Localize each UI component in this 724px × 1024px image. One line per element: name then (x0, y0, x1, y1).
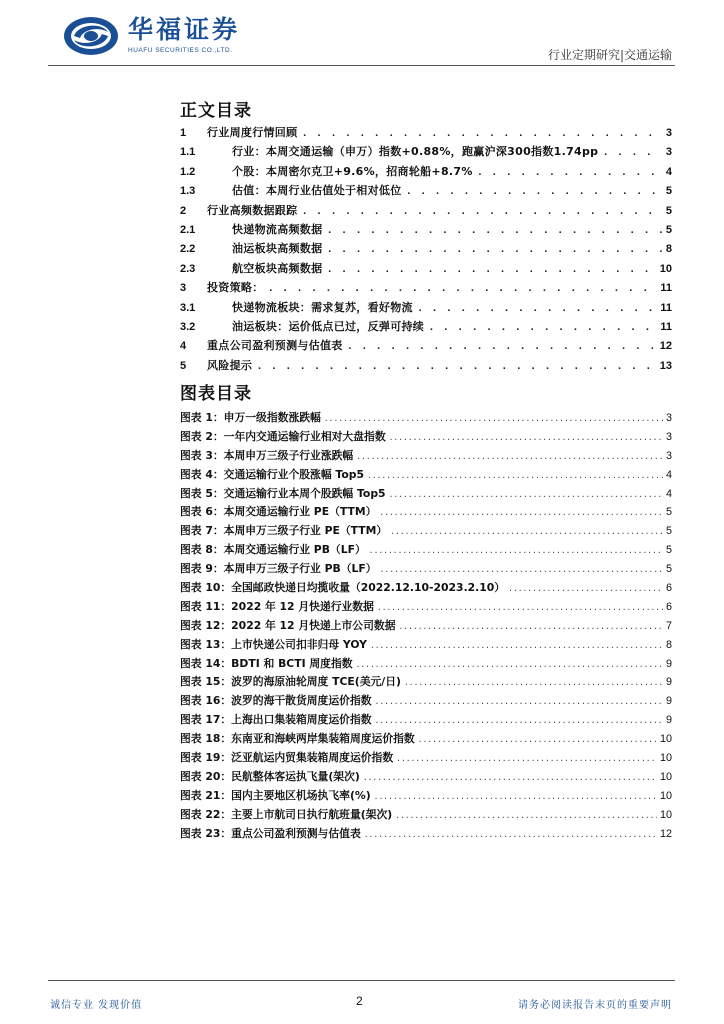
figure-entry-page: 5 (665, 506, 672, 519)
figure-leader-dots (404, 679, 663, 688)
toc-leader-dots (602, 147, 662, 159)
figure-leader-dots (375, 717, 663, 726)
logo-english-name: HUAFU SECURITIES CO.,LTD. (128, 47, 233, 54)
figure-entry-page: 3 (665, 412, 672, 424)
toc-entry[interactable] (180, 279, 672, 298)
figure-leader-dots (399, 623, 663, 632)
figure-leader-dots (375, 698, 663, 707)
figure-leader-dots (390, 528, 663, 537)
toc-leader-dots (347, 341, 656, 353)
table-of-contents (180, 124, 672, 376)
figure-leader-dots (396, 755, 657, 764)
figure-entry-page: 6 (665, 600, 672, 613)
toc-entry-text: 投资策略： (207, 281, 264, 295)
toc-entry[interactable] (180, 143, 672, 162)
figure-entry-page: 9 (665, 676, 672, 689)
toc-leader-dots (406, 186, 662, 198)
figure-entry-page: 9 (665, 695, 672, 708)
figure-entry-text: 图表 16：波罗的海干散货周度运价指数 (180, 694, 372, 708)
figure-entry-text: 图表 22：主要上市航司日执行航班量(架次) (180, 807, 393, 821)
figure-entry[interactable] (180, 448, 672, 467)
toc-entry-number: 2 (180, 204, 187, 217)
figure-entry[interactable] (180, 637, 672, 656)
figure-entry-text: 图表 3：本周申万三级子行业涨跌幅 (180, 448, 354, 462)
toc-entry[interactable] (180, 182, 672, 201)
figure-entry-text: 图表 6：本周交通运输行业 PE（TTM） (180, 505, 377, 519)
figure-entry-text: 图表 4：交通运输行业个股涨幅 Top5 (180, 467, 364, 481)
figure-leader-dots (356, 453, 663, 462)
figure-entry-text: 图表 15：波罗的海原油轮周度 TCE(美元/日) (180, 675, 401, 689)
toc-entry[interactable] (180, 318, 672, 337)
toc-entry[interactable] (180, 240, 672, 259)
figure-entry-page: 7 (665, 619, 672, 632)
toc-entry-text: 快递物流高频数据 (232, 222, 323, 236)
footer-disclaimer: 请务必阅读报告末页的重要声明 (518, 1000, 672, 1011)
toc-entry-page: 5 (665, 204, 672, 217)
figure-leader-dots (377, 604, 663, 613)
figure-entry-text: 图表 23：重点公司盈利预测与估值表 (180, 826, 361, 840)
toc-leader-dots (326, 225, 661, 237)
figure-entry[interactable] (180, 542, 672, 561)
figure-leader-dots (508, 585, 663, 594)
figure-entry-text: 图表 19：泛亚航运内贸集装箱周度运价指数 (180, 751, 394, 765)
figure-leader-dots (374, 793, 657, 802)
toc-entry-text: 航空板块高频数据 (232, 261, 323, 275)
figure-leader-dots (356, 661, 663, 670)
figure-entry[interactable] (180, 674, 672, 693)
figure-entry[interactable] (180, 504, 672, 523)
figure-entry[interactable] (180, 410, 672, 429)
figure-entry[interactable] (180, 693, 672, 712)
figure-entry-page: 3 (665, 449, 672, 462)
toc-entry-text: 行业周度行情回顾 (207, 126, 298, 139)
toc-entry-text: 油运板块：运价低点已过，反弹可持续 (232, 319, 425, 333)
figure-entry-page: 4 (665, 468, 672, 481)
toc-leader-dots (301, 128, 661, 140)
toc-entry-text: 个股：本周密尔克卫+9.6%，招商轮船+8.7% (232, 164, 473, 178)
figure-leader-dots (363, 774, 657, 783)
figure-leader-dots (389, 491, 663, 500)
figure-leader-dots (418, 736, 657, 745)
figure-entry-text: 图表 17：上海出口集装箱周度运价指数 (180, 713, 372, 727)
toc-entry-page: 3 (665, 146, 672, 159)
toc-leader-dots (326, 244, 661, 256)
toc-entry-text: 快递物流板块：需求复苏，看好物流 (232, 300, 413, 314)
toc-entry-page: 10 (659, 262, 672, 275)
figure-entry[interactable] (180, 788, 672, 807)
figure-entry-text: 图表 8：本周交通运输行业 PB（LF） (180, 543, 366, 557)
toc-entry-text: 行业：本周交通运输（申万）指数+0.88%，跑赢沪深300指数1.74pp (232, 145, 599, 159)
figure-entry-page: 5 (665, 563, 672, 576)
figure-entry[interactable] (180, 807, 672, 826)
toc-entry-page: 5 (665, 223, 672, 236)
figure-entry-page: 5 (665, 544, 672, 557)
figure-leader-dots (367, 472, 663, 481)
toc-entry-text: 油运板块高频数据 (232, 242, 323, 256)
figure-leader-dots (389, 434, 663, 443)
toc-entry-number: 1.1 (180, 146, 196, 159)
figure-leader-dots (380, 566, 663, 575)
figure-entry-page: 12 (659, 827, 672, 840)
figure-entry-text: 图表 7：本周申万三级子行业 PE（TTM） (180, 524, 388, 538)
figure-leader-dots (395, 812, 657, 821)
figure-entry-text: 图表 10：全国邮政快递日均揽收量（2022.12.10-2023.2.10） (180, 581, 506, 595)
company-logo (62, 14, 262, 58)
toc-entry-page: 13 (659, 359, 672, 372)
figure-leader-dots (369, 547, 663, 556)
page-header (0, 0, 724, 68)
toc-leader-dots (268, 283, 657, 295)
toc-entry-text: 估值：本周行业估值处于相对低位 (232, 184, 402, 198)
figure-entry[interactable] (180, 712, 672, 731)
figure-entry-page: 6 (665, 582, 672, 595)
toc-entry[interactable] (180, 221, 672, 240)
figure-entry-page: 8 (665, 638, 672, 651)
list-of-figures (180, 410, 672, 844)
figure-entry-text: 图表 14：BDTI 和 BCTI 周度指数 (180, 656, 353, 670)
header-divider (48, 65, 675, 66)
figure-entry-page: 10 (659, 770, 672, 783)
figure-entry-page: 9 (665, 657, 672, 670)
figure-entry-text: 图表 18：东南亚和海峡两岸集装箱周度运价指数 (180, 732, 415, 746)
toc-leader-dots (477, 167, 662, 179)
figure-entry-page: 10 (659, 808, 672, 821)
toc-entry-text: 行业高频数据跟踪 (207, 203, 298, 217)
toc-leader-dots (256, 361, 656, 373)
report-type-label: 行业定期研究|交通运输 (547, 48, 672, 62)
footer-divider (48, 980, 675, 981)
figure-entry-page: 9 (665, 714, 672, 727)
figure-entry-text: 图表 21：国内主要地区机场执飞率(%) (180, 788, 371, 802)
figure-entry[interactable] (180, 731, 672, 750)
toc-entry[interactable] (180, 299, 672, 318)
toc-entry-text: 重点公司盈利预测与估值表 (207, 339, 343, 353)
figure-entry-page: 10 (659, 733, 672, 746)
toc-entry-page: 4 (665, 165, 672, 178)
figure-entry-text: 图表 13：上市快递公司扣非归母 YOY (180, 637, 367, 651)
huafu-logo-icon (62, 14, 120, 58)
toc-entry-page: 3 (665, 127, 672, 139)
toc-entry-page: 11 (660, 320, 672, 333)
toc-entry[interactable] (180, 163, 672, 182)
toc-leader-dots (301, 206, 661, 218)
toc-entry-number: 2.1 (180, 223, 196, 236)
toc-entry-page: 12 (659, 340, 672, 353)
toc-entry-number: 1.3 (180, 185, 196, 198)
figure-entry-text: 图表 20：民航整体客运执飞量(架次) (180, 769, 360, 783)
toc-leader-dots (428, 322, 656, 334)
toc-entry-text: 风险提示 (207, 358, 253, 372)
figure-entry-text: 图表 9：本周申万三级子行业 PB（LF） (180, 562, 377, 576)
figure-leader-dots (370, 642, 663, 651)
figure-entry-page: 10 (659, 789, 672, 802)
figure-entry[interactable] (180, 618, 672, 637)
toc-title: 正文目录 (180, 101, 252, 121)
figure-entry-page: 5 (665, 525, 672, 538)
toc-entry-number: 4 (180, 340, 187, 353)
figure-leader-dots (364, 831, 657, 840)
toc-entry-page: 8 (665, 243, 672, 256)
toc-entry-page: 11 (660, 282, 672, 295)
figure-entry-text: 图表 11：2022 年 12 月快递行业数据 (180, 599, 374, 613)
figure-entry[interactable] (180, 826, 672, 845)
toc-entry[interactable] (180, 260, 672, 279)
figure-leader-dots (379, 509, 663, 518)
toc-entry[interactable] (180, 337, 672, 356)
figure-entry-text: 图表 12：2022 年 12 月快递上市公司数据 (180, 618, 396, 632)
toc-entry[interactable] (180, 202, 672, 221)
toc-entry[interactable] (180, 357, 672, 376)
figure-entry-page: 3 (665, 430, 672, 443)
toc-entry-number: 2.3 (180, 262, 196, 275)
page-number: 2 (356, 994, 363, 1008)
toc-leader-dots (326, 264, 655, 276)
toc-entry-number: 3.2 (180, 320, 196, 333)
figure-entry[interactable] (180, 429, 672, 448)
figure-leader-dots (324, 415, 663, 424)
figure-entry[interactable] (180, 750, 672, 769)
toc-entry-number: 1 (180, 127, 187, 139)
toc-entry-number: 2.2 (180, 243, 196, 256)
toc-entry-number: 5 (180, 359, 187, 372)
figure-entry[interactable] (180, 561, 672, 580)
logo-chinese-name: 华福证券 (128, 15, 241, 44)
toc-leader-dots (417, 303, 657, 315)
figure-entry-text: 图表 5：交通运输行业本周个股跌幅 Top5 (180, 486, 386, 500)
figure-entry[interactable] (180, 656, 672, 675)
figure-entry[interactable] (180, 599, 672, 618)
figure-entry-page: 4 (665, 487, 672, 500)
figure-entry[interactable] (180, 769, 672, 788)
toc-entry-number: 1.2 (180, 165, 196, 178)
toc-entry-page: 11 (660, 301, 672, 314)
toc-entry-number: 3.1 (180, 301, 196, 314)
figures-title: 图表目录 (180, 384, 252, 404)
figure-entry[interactable] (180, 467, 672, 486)
toc-entry[interactable] (180, 124, 672, 143)
figure-entry-page: 10 (659, 752, 672, 765)
toc-entry-page: 5 (665, 185, 672, 198)
footer-slogan: 诚信专业 发现价值 (50, 1000, 143, 1011)
toc-entry-number: 3 (180, 282, 187, 295)
figure-entry-text: 图表 2：一年内交通运输行业相对大盘指数 (180, 429, 386, 443)
figure-entry[interactable] (180, 580, 672, 599)
figure-entry-text: 图表 1：申万一级指数涨跌幅 (180, 411, 321, 424)
figure-entry[interactable] (180, 523, 672, 542)
figure-entry[interactable] (180, 486, 672, 505)
